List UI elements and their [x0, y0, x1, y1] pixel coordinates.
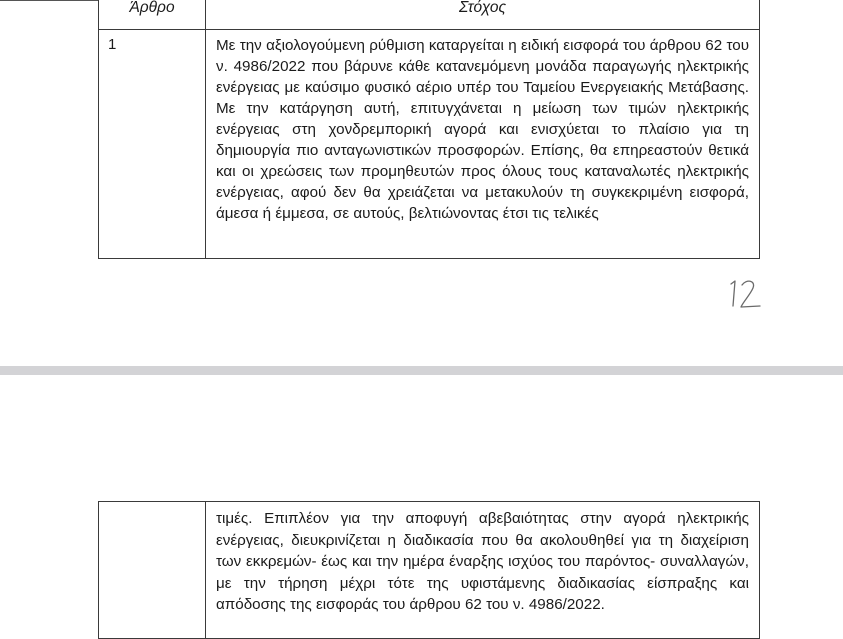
handwritten-page-mark: [726, 276, 776, 316]
table-header-row: [99, 0, 760, 30]
table-top-rule: [0, 0, 98, 1]
article-number: 1: [99, 30, 206, 259]
header-article: Άρθρο: [99, 0, 206, 30]
table-row: [99, 30, 760, 259]
goals-table: [98, 0, 760, 259]
header-goal: Στόχος: [206, 0, 760, 30]
document-page-lower: [0, 375, 843, 639]
goals-table-continued: [98, 501, 760, 639]
table-row: [99, 502, 760, 639]
article-number: [99, 502, 206, 639]
goal-text-continued: τιμές. Επιπλέον για την αποφυγή αβεβαιότητας στην αγορά ηλεκτρικής ενέργειας, διευκρινίζεται η διαδικασία που θα ακολουθηθεί για τη διαχείριση των εκκρεμών- έως και την ημέρα έναρξης ισχύος του παρόντος- συναλλαγών, με την τήρηση μέχρι τότε της υφιστάμενης διαδικασίας είσπραξης και απόδοσης της εισφοράς του άρθρου 62 του ν. 4986/2022.: [206, 502, 760, 639]
page-separator: [0, 366, 843, 375]
goal-text: Με την αξιολογούμενη ρύθμιση καταργείται η ειδική εισφορά του άρθρου 62 του ν. 4986/2022 που βάρυνε κάθε κατανεμόμενη μονάδα παραγωγής ηλεκτρικής ενέργειας με καύσιμο φυσικό αέριο υπέρ του Ταμείου Ενεργειακής Μετάβασης. Με την κατάργηση αυτή, επιτυγχάνεται η μείωση των τιμών ηλεκτρικής ενέργειας στη χονδρεμπορική αγορά και ενισχύεται το πλαίσιο για τη δημιουργία πιο ανταγωνιστικών προσφορών. Επίσης, θα επηρεαστούν θετικά και οι χρεώσεις των προμηθευτών προς όλους τους καταναλωτές ηλεκτρικής ενέργειας, αφού δεν θα χρειάζεται να μετακυλούν τη συγκεκριμένη εισφορά, άμεσα ή έμμεσα, σε αυτούς, βελτιώνοντας έτσι τις τελικές: [206, 30, 760, 259]
